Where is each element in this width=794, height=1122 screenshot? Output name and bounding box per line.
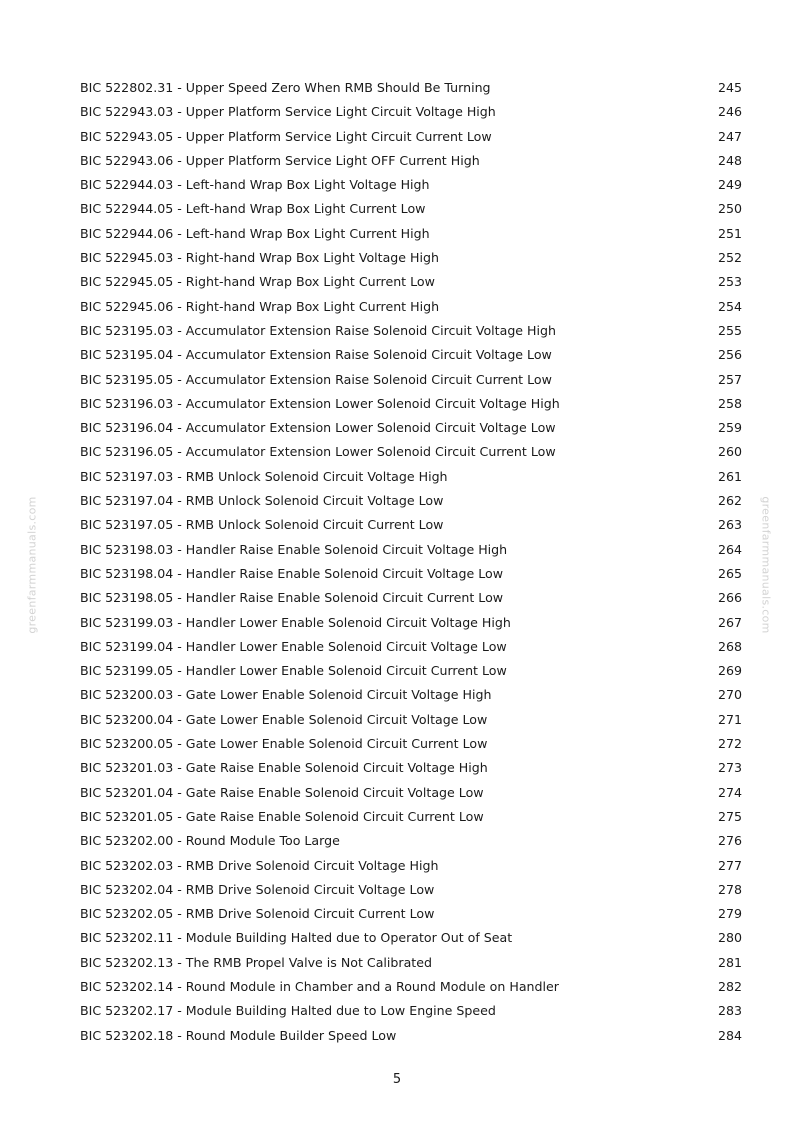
- toc-entry-title: BIC 523199.05 - Handler Lower Enable Solenoid Circuit Current Low: [80, 663, 507, 679]
- toc-entry[interactable]: [80, 1024, 742, 1048]
- toc-entry-title: BIC 522944.05 - Left-hand Wrap Box Light Current Low: [80, 201, 426, 217]
- toc-entry[interactable]: [80, 173, 742, 197]
- toc-entry-page: 272: [717, 736, 742, 752]
- toc-entry[interactable]: [80, 197, 742, 221]
- toc-entry[interactable]: [80, 708, 742, 732]
- toc-entry-page: 267: [717, 614, 742, 630]
- toc-entry-page: 276: [717, 833, 742, 849]
- toc-entry-title: BIC 523196.05 - Accumulator Extension Lower Solenoid Circuit Current Low: [80, 444, 556, 460]
- toc-entry-title: BIC 523197.05 - RMB Unlock Solenoid Circuit Current Low: [80, 517, 444, 533]
- table-of-contents: [80, 76, 742, 1048]
- toc-entry-title: BIC 523195.03 - Accumulator Extension Raise Solenoid Circuit Voltage High: [80, 322, 557, 338]
- toc-entry-title: BIC 523200.05 - Gate Lower Enable Solenoid Circuit Current Low: [80, 736, 488, 752]
- toc-entry[interactable]: [80, 368, 742, 392]
- toc-entry[interactable]: [80, 562, 742, 586]
- toc-entry-title: BIC 522943.03 - Upper Platform Service Light Circuit Voltage High: [80, 104, 496, 120]
- toc-entry-page: 264: [717, 541, 742, 557]
- toc-entry-title: BIC 522943.06 - Upper Platform Service Light OFF Current High: [80, 152, 480, 168]
- toc-entry[interactable]: [80, 756, 742, 780]
- toc-entry[interactable]: [80, 586, 742, 610]
- toc-entry[interactable]: [80, 683, 742, 707]
- toc-entry-title: BIC 523200.03 - Gate Lower Enable Solenoid Circuit Voltage High: [80, 687, 492, 703]
- toc-entry-title: BIC 523202.17 - Module Building Halted due to Low Engine Speed: [80, 1003, 496, 1019]
- toc-entry[interactable]: [80, 125, 742, 149]
- toc-entry-page: 268: [717, 638, 742, 654]
- toc-entry-title: BIC 523202.14 - Round Module in Chamber and a Round Module on Handler: [80, 978, 559, 994]
- toc-entry-title: BIC 522944.03 - Left-hand Wrap Box Light Voltage High: [80, 177, 430, 193]
- toc-entry-title: BIC 522944.06 - Left-hand Wrap Box Light Current High: [80, 225, 430, 241]
- toc-entry-page: 258: [717, 395, 742, 411]
- toc-entry-page: 249: [717, 177, 742, 193]
- toc-entry-page: 245: [717, 80, 742, 95]
- toc-entry-title: BIC 523195.05 - Accumulator Extension Raise Solenoid Circuit Current Low: [80, 371, 552, 387]
- watermark-left: greenfarmmanuals.com: [25, 496, 39, 634]
- toc-entry[interactable]: [80, 222, 742, 246]
- toc-entry-page: 263: [717, 517, 742, 533]
- toc-entry-title: BIC 523200.04 - Gate Lower Enable Solenoid Circuit Voltage Low: [80, 711, 488, 727]
- toc-entry-page: 248: [717, 152, 742, 168]
- toc-entry[interactable]: [80, 538, 742, 562]
- toc-entry-page: 270: [717, 687, 742, 703]
- toc-entry-page: 253: [717, 274, 742, 290]
- toc-entry[interactable]: [80, 489, 742, 513]
- toc-entry[interactable]: [80, 440, 742, 464]
- toc-entry[interactable]: [80, 513, 742, 537]
- toc-entry-page: 261: [717, 468, 742, 484]
- toc-entry-title: BIC 522802.31 - Upper Speed Zero When RMB Should Be Turning: [80, 80, 491, 95]
- toc-entry[interactable]: [80, 246, 742, 270]
- toc-entry-page: 255: [717, 322, 742, 338]
- toc-entry-title: BIC 523202.03 - RMB Drive Solenoid Circuit Voltage High: [80, 857, 439, 873]
- watermark-right: greenfarmmanuals.com: [759, 496, 773, 634]
- toc-entry-page: 271: [717, 711, 742, 727]
- toc-entry-page: 251: [717, 225, 742, 241]
- toc-entry-page: 259: [717, 420, 742, 436]
- toc-entry[interactable]: [80, 392, 742, 416]
- toc-entry-title: BIC 523201.03 - Gate Raise Enable Solenoid Circuit Voltage High: [80, 760, 488, 776]
- toc-entry-page: 275: [717, 808, 742, 824]
- toc-entry-page: 250: [717, 201, 742, 217]
- toc-entry-title: BIC 522945.03 - Right-hand Wrap Box Light Voltage High: [80, 250, 440, 266]
- toc-entry-page: 260: [717, 444, 742, 460]
- toc-entry[interactable]: [80, 100, 742, 124]
- toc-entry[interactable]: [80, 951, 742, 975]
- page-number: 5: [392, 1072, 402, 1087]
- toc-entry-page: 262: [717, 493, 742, 509]
- toc-entry-title: BIC 523197.03 - RMB Unlock Solenoid Circuit Voltage High: [80, 468, 448, 484]
- toc-entry-title: BIC 523197.04 - RMB Unlock Solenoid Circuit Voltage Low: [80, 493, 444, 509]
- toc-entry-title: BIC 523202.00 - Round Module Too Large: [80, 833, 340, 849]
- toc-entry[interactable]: [80, 295, 742, 319]
- toc-entry-page: 269: [717, 663, 742, 679]
- toc-entry-page: 274: [717, 784, 742, 800]
- toc-entry[interactable]: [80, 465, 742, 489]
- toc-entry-page: 284: [717, 1027, 742, 1043]
- toc-entry-page: 283: [717, 1003, 742, 1019]
- toc-entry-title: BIC 523202.11 - Module Building Halted due to Operator Out of Seat: [80, 930, 513, 946]
- toc-entry-page: 247: [717, 128, 742, 144]
- toc-entry-page: 277: [717, 857, 742, 873]
- toc-entry[interactable]: [80, 635, 742, 659]
- toc-entry-page: 280: [717, 930, 742, 946]
- toc-entry-title: BIC 523199.04 - Handler Lower Enable Solenoid Circuit Voltage Low: [80, 638, 507, 654]
- toc-entry-page: 265: [717, 565, 742, 581]
- toc-entry[interactable]: [80, 878, 742, 902]
- toc-entry-title: BIC 523202.05 - RMB Drive Solenoid Circuit Current Low: [80, 906, 435, 922]
- toc-entry[interactable]: [80, 781, 742, 805]
- toc-entry-title: BIC 523198.05 - Handler Raise Enable Solenoid Circuit Current Low: [80, 590, 504, 606]
- toc-entry-title: BIC 523202.04 - RMB Drive Solenoid Circuit Voltage Low: [80, 881, 435, 897]
- toc-entry-title: BIC 523201.05 - Gate Raise Enable Solenoid Circuit Current Low: [80, 808, 484, 824]
- toc-entry-title: BIC 522945.05 - Right-hand Wrap Box Light Current Low: [80, 274, 435, 290]
- toc-entry[interactable]: [80, 732, 742, 756]
- toc-entry-title: BIC 523196.04 - Accumulator Extension Lower Solenoid Circuit Voltage Low: [80, 420, 556, 436]
- toc-entry-page: 246: [717, 104, 742, 120]
- toc-entry[interactable]: [80, 343, 742, 367]
- toc-entry-title: BIC 523196.03 - Accumulator Extension Lower Solenoid Circuit Voltage High: [80, 395, 560, 411]
- toc-entry-page: 281: [717, 954, 742, 970]
- toc-entry-page: 273: [717, 760, 742, 776]
- toc-entry-page: 266: [717, 590, 742, 606]
- toc-entry-title: BIC 523201.04 - Gate Raise Enable Solenoid Circuit Voltage Low: [80, 784, 484, 800]
- toc-entry-title: BIC 523198.03 - Handler Raise Enable Solenoid Circuit Voltage High: [80, 541, 508, 557]
- toc-entry-page: 252: [717, 250, 742, 266]
- toc-entry-title: BIC 522943.05 - Upper Platform Service Light Circuit Current Low: [80, 128, 492, 144]
- toc-entry[interactable]: [80, 975, 742, 999]
- toc-entry[interactable]: [80, 659, 742, 683]
- toc-entry-title: BIC 523198.04 - Handler Raise Enable Solenoid Circuit Voltage Low: [80, 565, 504, 581]
- toc-entry[interactable]: [80, 999, 742, 1023]
- toc-entry-page: 282: [717, 978, 742, 994]
- toc-entry-title: BIC 523202.13 - The RMB Propel Valve is Not Calibrated: [80, 954, 432, 970]
- toc-entry[interactable]: [80, 829, 742, 853]
- toc-entry[interactable]: [80, 902, 742, 926]
- toc-entry[interactable]: [80, 76, 742, 100]
- toc-entry-title: BIC 523202.18 - Round Module Builder Speed Low: [80, 1027, 397, 1043]
- toc-entry[interactable]: [80, 805, 742, 829]
- toc-entry[interactable]: [80, 926, 742, 950]
- toc-entry-title: BIC 522945.06 - Right-hand Wrap Box Light Current High: [80, 298, 440, 314]
- toc-entry-page: 257: [717, 371, 742, 387]
- toc-entry-title: BIC 523195.04 - Accumulator Extension Raise Solenoid Circuit Voltage Low: [80, 347, 552, 363]
- toc-entry-page: 279: [717, 906, 742, 922]
- toc-entry[interactable]: [80, 611, 742, 635]
- toc-entry[interactable]: [80, 149, 742, 173]
- toc-entry[interactable]: [80, 416, 742, 440]
- toc-entry[interactable]: [80, 319, 742, 343]
- toc-entry-page: 256: [717, 347, 742, 363]
- toc-entry[interactable]: [80, 270, 742, 294]
- toc-entry-title: BIC 523199.03 - Handler Lower Enable Solenoid Circuit Voltage High: [80, 614, 511, 630]
- toc-entry-page: 278: [717, 881, 742, 897]
- toc-entry[interactable]: [80, 854, 742, 878]
- toc-entry-page: 254: [717, 298, 742, 314]
